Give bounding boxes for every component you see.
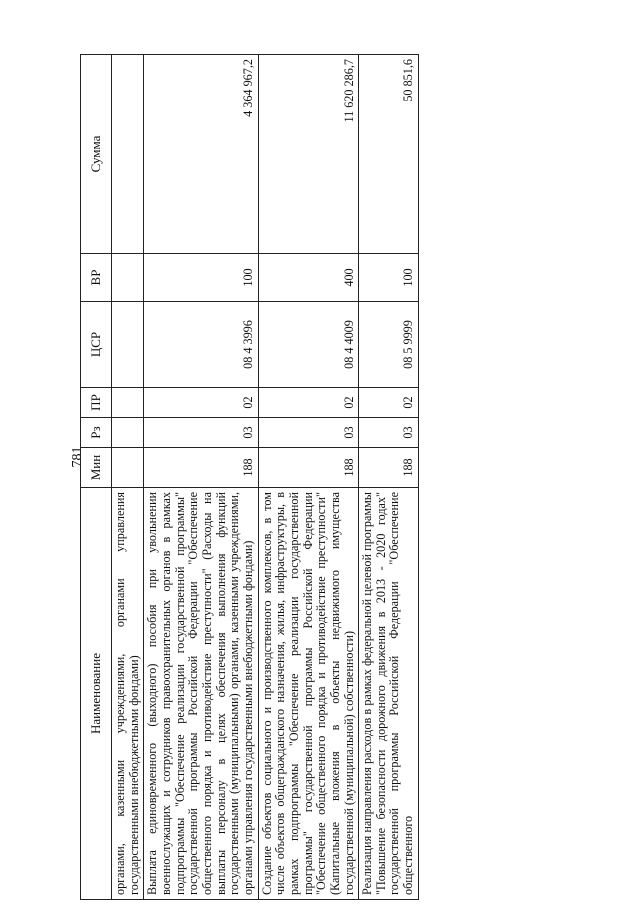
row-name: Реализация направления расходов в рамках федеральной целевой программы "Повышение безопасности дорожного движения в 2013 - 2020 годах" государственной программы Российской Федерации "Обеспечение общественного: [359, 488, 419, 900]
row-sum: [112, 55, 144, 254]
row-min: 188: [258, 448, 359, 488]
row-vr: 400: [258, 254, 359, 302]
row-rz: 03: [144, 418, 258, 448]
table-row: [359, 55, 419, 900]
header-pr: ПР: [81, 388, 112, 418]
row-pr: 02: [359, 388, 419, 418]
row-csr: 08 4 4009: [258, 302, 359, 388]
header-rz: Рз: [81, 418, 112, 448]
row-min: 188: [144, 448, 258, 488]
row-min: 188: [359, 448, 419, 488]
header-sum: Сумма: [81, 55, 112, 254]
row-sum: 11 620 286,7: [258, 55, 359, 254]
table-row: [112, 55, 144, 900]
row-vr: 100: [359, 254, 419, 302]
row-min: [112, 448, 144, 488]
table-header-row: [81, 55, 112, 900]
row-name: Создание объектов социального и производственного комплексов, в том числе объектов общегражданского назначения, жилья, инфраструктуры, в рамках подпрограммы "Обеспечение реализации государственной программы" государственной программы Российской Федерации "Обеспечение общественного порядка и противодействие преступности" (Капитальные вложения в объекты недвижимого имущества государственной (муниципальной) собственности): [258, 488, 359, 900]
budget-table: [80, 54, 419, 900]
row-name: органами, казенными учреждениями, органами управления государственными внебюджетными фондами): [112, 488, 144, 900]
row-vr: [112, 254, 144, 302]
table-row: [258, 55, 359, 900]
page-number: 781: [70, 446, 85, 468]
header-vr: ВР: [81, 254, 112, 302]
row-csr: 08 4 3996: [144, 302, 258, 388]
header-min: Мин: [81, 448, 112, 488]
row-sum: 50 851,6: [359, 55, 419, 254]
row-sum: 4 364 967,2: [144, 55, 258, 254]
row-rz: 03: [258, 418, 359, 448]
rotated-page-content: [80, 0, 600, 900]
header-name: Наименование: [81, 488, 112, 900]
header-csr: ЦСР: [81, 302, 112, 388]
row-pr: 02: [258, 388, 359, 418]
row-pr: [112, 388, 144, 418]
row-name: Выплата единовременного (выходного) пособия при увольнении военнослужащих и сотрудников правоохранительных органов в рамках подпрограммы "Обеспечение реализации государственной программы" государственной программы Российской Федерации "Обеспечение общественного порядка и противодействие преступности" (Расходы на выплаты персоналу в целях обеспечения выполнения функций государственными (муниципальными) органами, казенными учреждениями, органами управления государственными внебюджетными фондами): [144, 488, 258, 900]
row-rz: 03: [359, 418, 419, 448]
row-csr: [112, 302, 144, 388]
row-vr: 100: [144, 254, 258, 302]
row-csr: 08 5 9999: [359, 302, 419, 388]
row-pr: 02: [144, 388, 258, 418]
row-rz: [112, 418, 144, 448]
table-row: [144, 55, 258, 900]
